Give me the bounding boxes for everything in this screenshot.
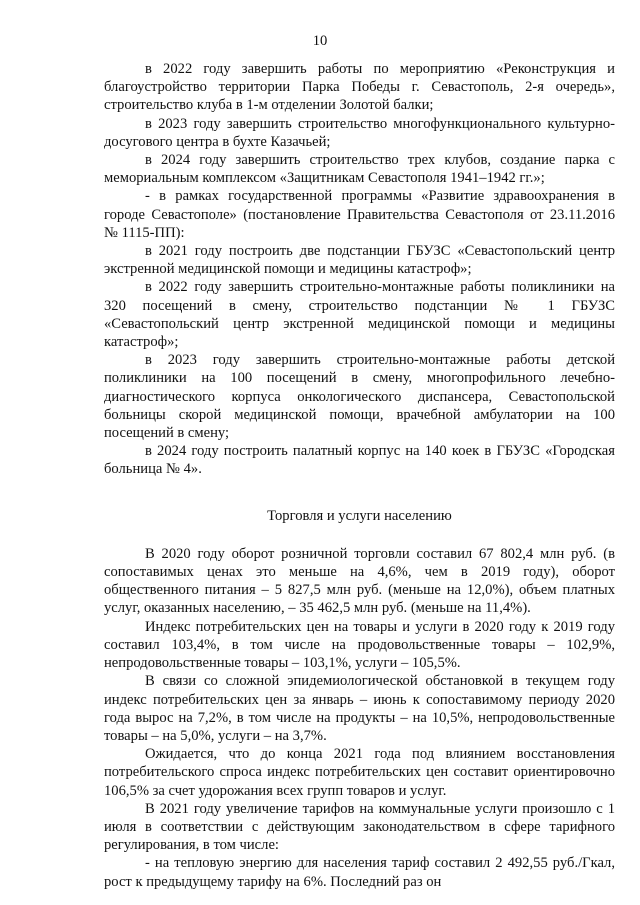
paragraph: Индекс потребительских цен на товары и услуги в 2020 году к 2019 году составил 103,4%, в том числе на продовольственные товары – 102,9%, непродовольственные товары – 103,1%, услуги – 105,5%.	[104, 618, 615, 672]
paragraph: в 2023 году завершить строительно-монтажные работы детской поликлиники на 100 посещений в смену, многопрофильного лечебно-диагностического корпуса онкологического диспансера, Севастопольской больницы скорой медицинской помощи, врачебной амбулатории на 100 посещений в смену;	[104, 352, 615, 442]
paragraph: В 2020 году оборот розничной торговли составил 67 802,4 млн руб. (в сопоставимых ценах это меньше на 4,6%, чем в 2019 году), оборот общественного питания – 5 827,5 млн руб. (меньше на 12,0%), объем платных услуг, оказанных населению, – 35 462,5 млн руб. (меньше на 11,4%).	[104, 545, 615, 617]
paragraph: в 2022 году завершить работы по мероприятию «Реконструкция и благоустройство территории Парка Победы г. Севастополь, 2-я очередь», строительство клуба в 1-м отделении Золотой балки;	[104, 61, 615, 114]
page-number: 10	[312, 33, 328, 49]
paragraph: В 2021 году увеличение тарифов на коммунальные услуги произошло с 1 июля в соответствии с действующим законодательством в сфере тарифного регулирования, в том числе:	[104, 800, 615, 854]
paragraph: - на тепловую энергию для населения тариф составил 2 492,55 руб./Гкал, рост к предыдущему тарифу на 6%. Последний раз он	[104, 855, 615, 890]
paragraph: Ожидается, что до конца 2021 года под влиянием восстановления потребительского спроса индекс потребительских цен составит ориентировочно 106,5% за счет удорожания всех групп товаров и услуг.	[104, 746, 615, 799]
paragraph: В связи со сложной эпидемиологической обстановкой в текущем году индекс потребительских цен за январь – июнь к сопоставимому периоду 2020 года вырос на 7,2%, в том числе на продукты – на 10,5%, непродовольственные товары – на 5,0%, услуги – на 3,7%.	[104, 673, 615, 744]
section-heading: Торговля и услуги населению	[267, 507, 452, 524]
paragraph: в 2022 году завершить строительно-монтажные работы поликлиники на 320 посещений в смену, строительство подстанции № 1 ГБУЗС «Севастопольский центр экстренной медицинской помощи и медицины катастроф»;	[104, 279, 615, 351]
paragraph: в 2021 году построить две подстанции ГБУЗС «Севастопольский центр экстренной медицинской помощи и медицины катастроф»;	[104, 243, 615, 278]
paragraph: в 2024 году завершить строительство трех клубов, создание парка с мемориальным комплексом «Защитникам Севастополя 1941–1942 гг.»;	[104, 152, 615, 187]
paragraph: в 2024 году построить палатный корпус на 140 коек в ГБУЗС «Городская больница № 4».	[104, 443, 615, 478]
paragraph: - в рамках государственной программы «Развитие здравоохранения в городе Севастополе» (постановление Правительства Севастополя от 23.11.2016 № 1115-ПП):	[104, 188, 615, 241]
page-content	[104, 60, 615, 891]
paragraph: в 2023 году завершить строительство многофункционального культурно-досугового центра в бухте Казачьей;	[104, 115, 615, 150]
